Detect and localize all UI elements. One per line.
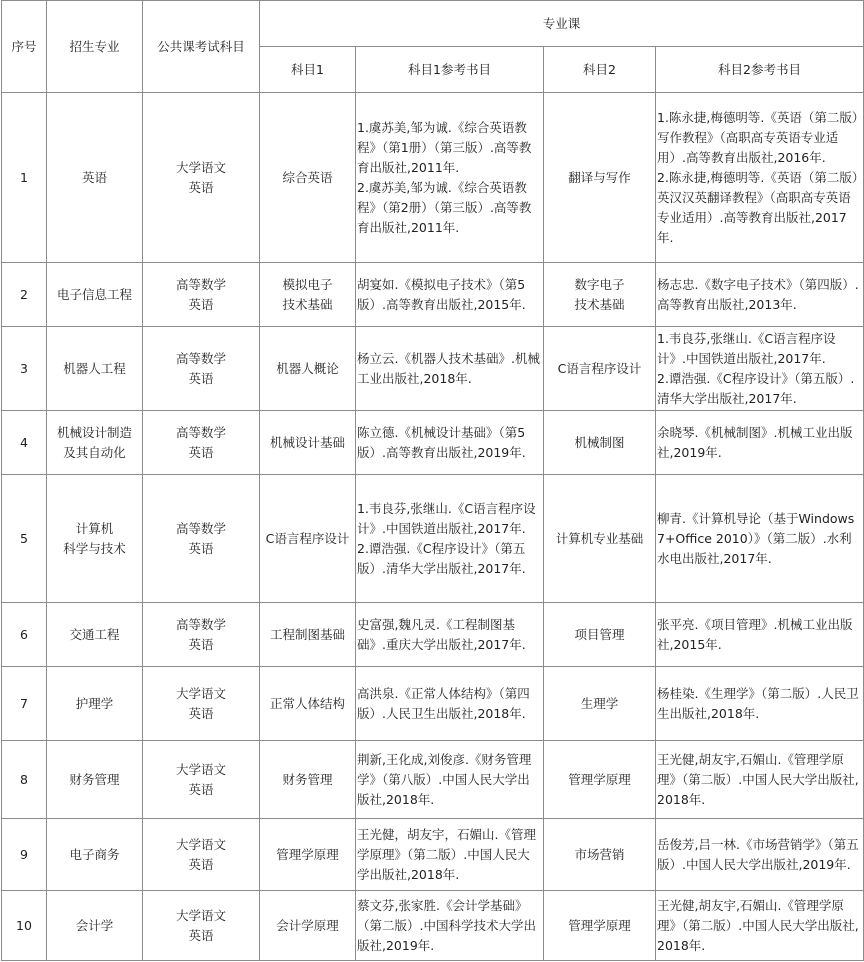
cell-public-exam: 高等数学 英语 bbox=[143, 327, 260, 411]
cell-subject1: 综合英语 bbox=[260, 93, 356, 263]
cell-subject2-ref: 岳俊芳,吕一林.《市场营销学》（第五版）.中国人民大学出版社,2019年. bbox=[656, 819, 864, 891]
table-row bbox=[2, 93, 864, 263]
cell-public-exam: 高等数学 英语 bbox=[143, 603, 260, 667]
cell-subject2-ref: 杨桂染.《生理学》（第二版）.人民卫生出版社,2018年. bbox=[656, 667, 864, 741]
cell-subject1: 正常人体结构 bbox=[260, 667, 356, 741]
cell-public-exam: 大学语文 英语 bbox=[143, 93, 260, 263]
table-row bbox=[2, 475, 864, 603]
cell-subject1-ref: 史富强,魏凡灵.《工程制图基础》.重庆大学出版社,2017年. bbox=[356, 603, 544, 667]
cell-no: 10 bbox=[2, 891, 47, 961]
cell-no: 1 bbox=[2, 93, 47, 263]
cell-public-exam: 大学语文 英语 bbox=[143, 667, 260, 741]
cell-subject1: 会计学原理 bbox=[260, 891, 356, 961]
table-row bbox=[2, 411, 864, 475]
header-subject2-ref: 科目2参考书目 bbox=[656, 47, 864, 93]
cell-subject1-ref: 高洪泉.《正常人体结构》（第四版）.人民卫生出版社,2018年. bbox=[356, 667, 544, 741]
cell-subject2-ref: 王光健,胡友宇,石媚山.《管理学原理》（第二版）.中国人民大学出版社,2018年. bbox=[656, 891, 864, 961]
cell-subject2-ref: 1.韦良芬,张继山.《C语言程序设计》.中国铁道出版社,2017年. 2.谭浩强.《C程序设计》（第五版）.清华大学出版社,2017年. bbox=[656, 327, 864, 411]
cell-subject1: 机器人概论 bbox=[260, 327, 356, 411]
cell-subject2: 数字电子 技术基础 bbox=[544, 263, 656, 327]
cell-subject1-ref: 1.韦良芬,张继山.《C语言程序设计》.中国铁道出版社,2017年. 2.谭浩强.《C程序设计》（第五版）.清华大学出版社,2017年. bbox=[356, 475, 544, 603]
cell-subject2: 项目管理 bbox=[544, 603, 656, 667]
cell-subject2: 管理学原理 bbox=[544, 741, 656, 819]
cell-no: 3 bbox=[2, 327, 47, 411]
cell-subject2-ref: 王光健,胡友宇,石媚山.《管理学原理》（第二版）.中国人民大学出版社,2018年. bbox=[656, 741, 864, 819]
table-row bbox=[2, 603, 864, 667]
cell-subject1-ref: 胡宴如.《模拟电子技术》（第5版）.高等教育出版社,2015年. bbox=[356, 263, 544, 327]
cell-major: 英语 bbox=[47, 93, 143, 263]
cell-subject2-ref: 杨志忠.《数字电子技术》（第四版）.高等教育出版社,2013年. bbox=[656, 263, 864, 327]
cell-subject1-ref: 杨立云.《机器人技术基础》.机械工业出版社,2018年. bbox=[356, 327, 544, 411]
cell-subject1: 机械设计基础 bbox=[260, 411, 356, 475]
header-subject1: 科目1 bbox=[260, 47, 356, 93]
cell-subject2: 计算机专业基础 bbox=[544, 475, 656, 603]
cell-subject2: 生理学 bbox=[544, 667, 656, 741]
table-row bbox=[2, 741, 864, 819]
cell-major: 电子商务 bbox=[47, 819, 143, 891]
header-subject2: 科目2 bbox=[544, 47, 656, 93]
table-body bbox=[2, 93, 864, 961]
cell-no: 5 bbox=[2, 475, 47, 603]
cell-major: 财务管理 bbox=[47, 741, 143, 819]
table-row bbox=[2, 263, 864, 327]
header-subject1-ref: 科目1参考书目 bbox=[356, 47, 544, 93]
cell-subject1: 工程制图基础 bbox=[260, 603, 356, 667]
cell-major: 交通工程 bbox=[47, 603, 143, 667]
header-no: 序号 bbox=[2, 1, 47, 93]
cell-major: 会计学 bbox=[47, 891, 143, 961]
cell-subject1-ref: 陈立德.《机械设计基础》（第5版）.高等教育出版社,2019年. bbox=[356, 411, 544, 475]
cell-public-exam: 大学语文 英语 bbox=[143, 819, 260, 891]
cell-subject2: 市场营销 bbox=[544, 819, 656, 891]
cell-subject2: 机械制图 bbox=[544, 411, 656, 475]
header-public-exam: 公共课考试科目 bbox=[143, 1, 260, 93]
cell-subject2: 管理学原理 bbox=[544, 891, 656, 961]
admission-subjects-table bbox=[1, 0, 864, 961]
cell-public-exam: 高等数学 英语 bbox=[143, 411, 260, 475]
cell-no: 9 bbox=[2, 819, 47, 891]
cell-no: 2 bbox=[2, 263, 47, 327]
cell-subject1-ref: 荆新,王化成,刘俊彦.《财务管理学》（第八版）.中国人民大学出版社,2018年. bbox=[356, 741, 544, 819]
cell-public-exam: 大学语文 英语 bbox=[143, 741, 260, 819]
cell-subject1: 管理学原理 bbox=[260, 819, 356, 891]
cell-subject2-ref: 余晓琴.《机械制图》.机械工业出版社,2019年. bbox=[656, 411, 864, 475]
cell-major: 护理学 bbox=[47, 667, 143, 741]
cell-subject1: 模拟电子 技术基础 bbox=[260, 263, 356, 327]
cell-subject2: 翻译与写作 bbox=[544, 93, 656, 263]
cell-no: 7 bbox=[2, 667, 47, 741]
cell-major: 计算机 科学与技术 bbox=[47, 475, 143, 603]
cell-public-exam: 高等数学 英语 bbox=[143, 263, 260, 327]
cell-subject1: C语言程序设计 bbox=[260, 475, 356, 603]
cell-public-exam: 高等数学 英语 bbox=[143, 475, 260, 603]
cell-no: 6 bbox=[2, 603, 47, 667]
cell-subject2-ref: 柳青.《计算机导论（基于Windows 7+Office 2010）》（第二版）.水利水电出版社,2017年. bbox=[656, 475, 864, 603]
cell-public-exam: 大学语文 英语 bbox=[143, 891, 260, 961]
cell-subject1-ref: 1.虞苏美,邹为诚.《综合英语教程》（第1册）（第三版）.高等教育出版社,2011年. 2.虞苏美,邹为诚.《综合英语教程》（第2册）（第三版）.高等教育出版社,2011年. bbox=[356, 93, 544, 263]
table-row bbox=[2, 891, 864, 961]
cell-no: 4 bbox=[2, 411, 47, 475]
cell-subject1-ref: 蔡文芬,张家胜.《会计学基础》（第二版）.中国科学技术大学出版社,2019年. bbox=[356, 891, 544, 961]
table-row bbox=[2, 667, 864, 741]
cell-subject2-ref: 张平亮.《项目管理》.机械工业出版社,2015年. bbox=[656, 603, 864, 667]
table-row bbox=[2, 327, 864, 411]
cell-subject1-ref: 王光健，胡友宇，石媚山.《管理学原理》（第二版）.中国人民大学出版社,2018年. bbox=[356, 819, 544, 891]
cell-major: 机器人工程 bbox=[47, 327, 143, 411]
cell-major: 电子信息工程 bbox=[47, 263, 143, 327]
cell-major: 机械设计制造 及其自动化 bbox=[47, 411, 143, 475]
cell-subject2-ref: 1.陈永捷,梅德明等.《英语（第二版）写作教程》（高职高专英语专业适用）.高等教育出版社,2016年. 2.陈永捷,梅德明等.《英语（第二版）英汉汉英翻译教程》（高职高专英语专业适用）.高等教育出版社,2017年. bbox=[656, 93, 864, 263]
cell-subject1: 财务管理 bbox=[260, 741, 356, 819]
cell-subject2: C语言程序设计 bbox=[544, 327, 656, 411]
table-header bbox=[2, 1, 864, 93]
header-major: 招生专业 bbox=[47, 1, 143, 93]
header-professional: 专业课 bbox=[260, 1, 864, 47]
cell-no: 8 bbox=[2, 741, 47, 819]
table-row bbox=[2, 819, 864, 891]
